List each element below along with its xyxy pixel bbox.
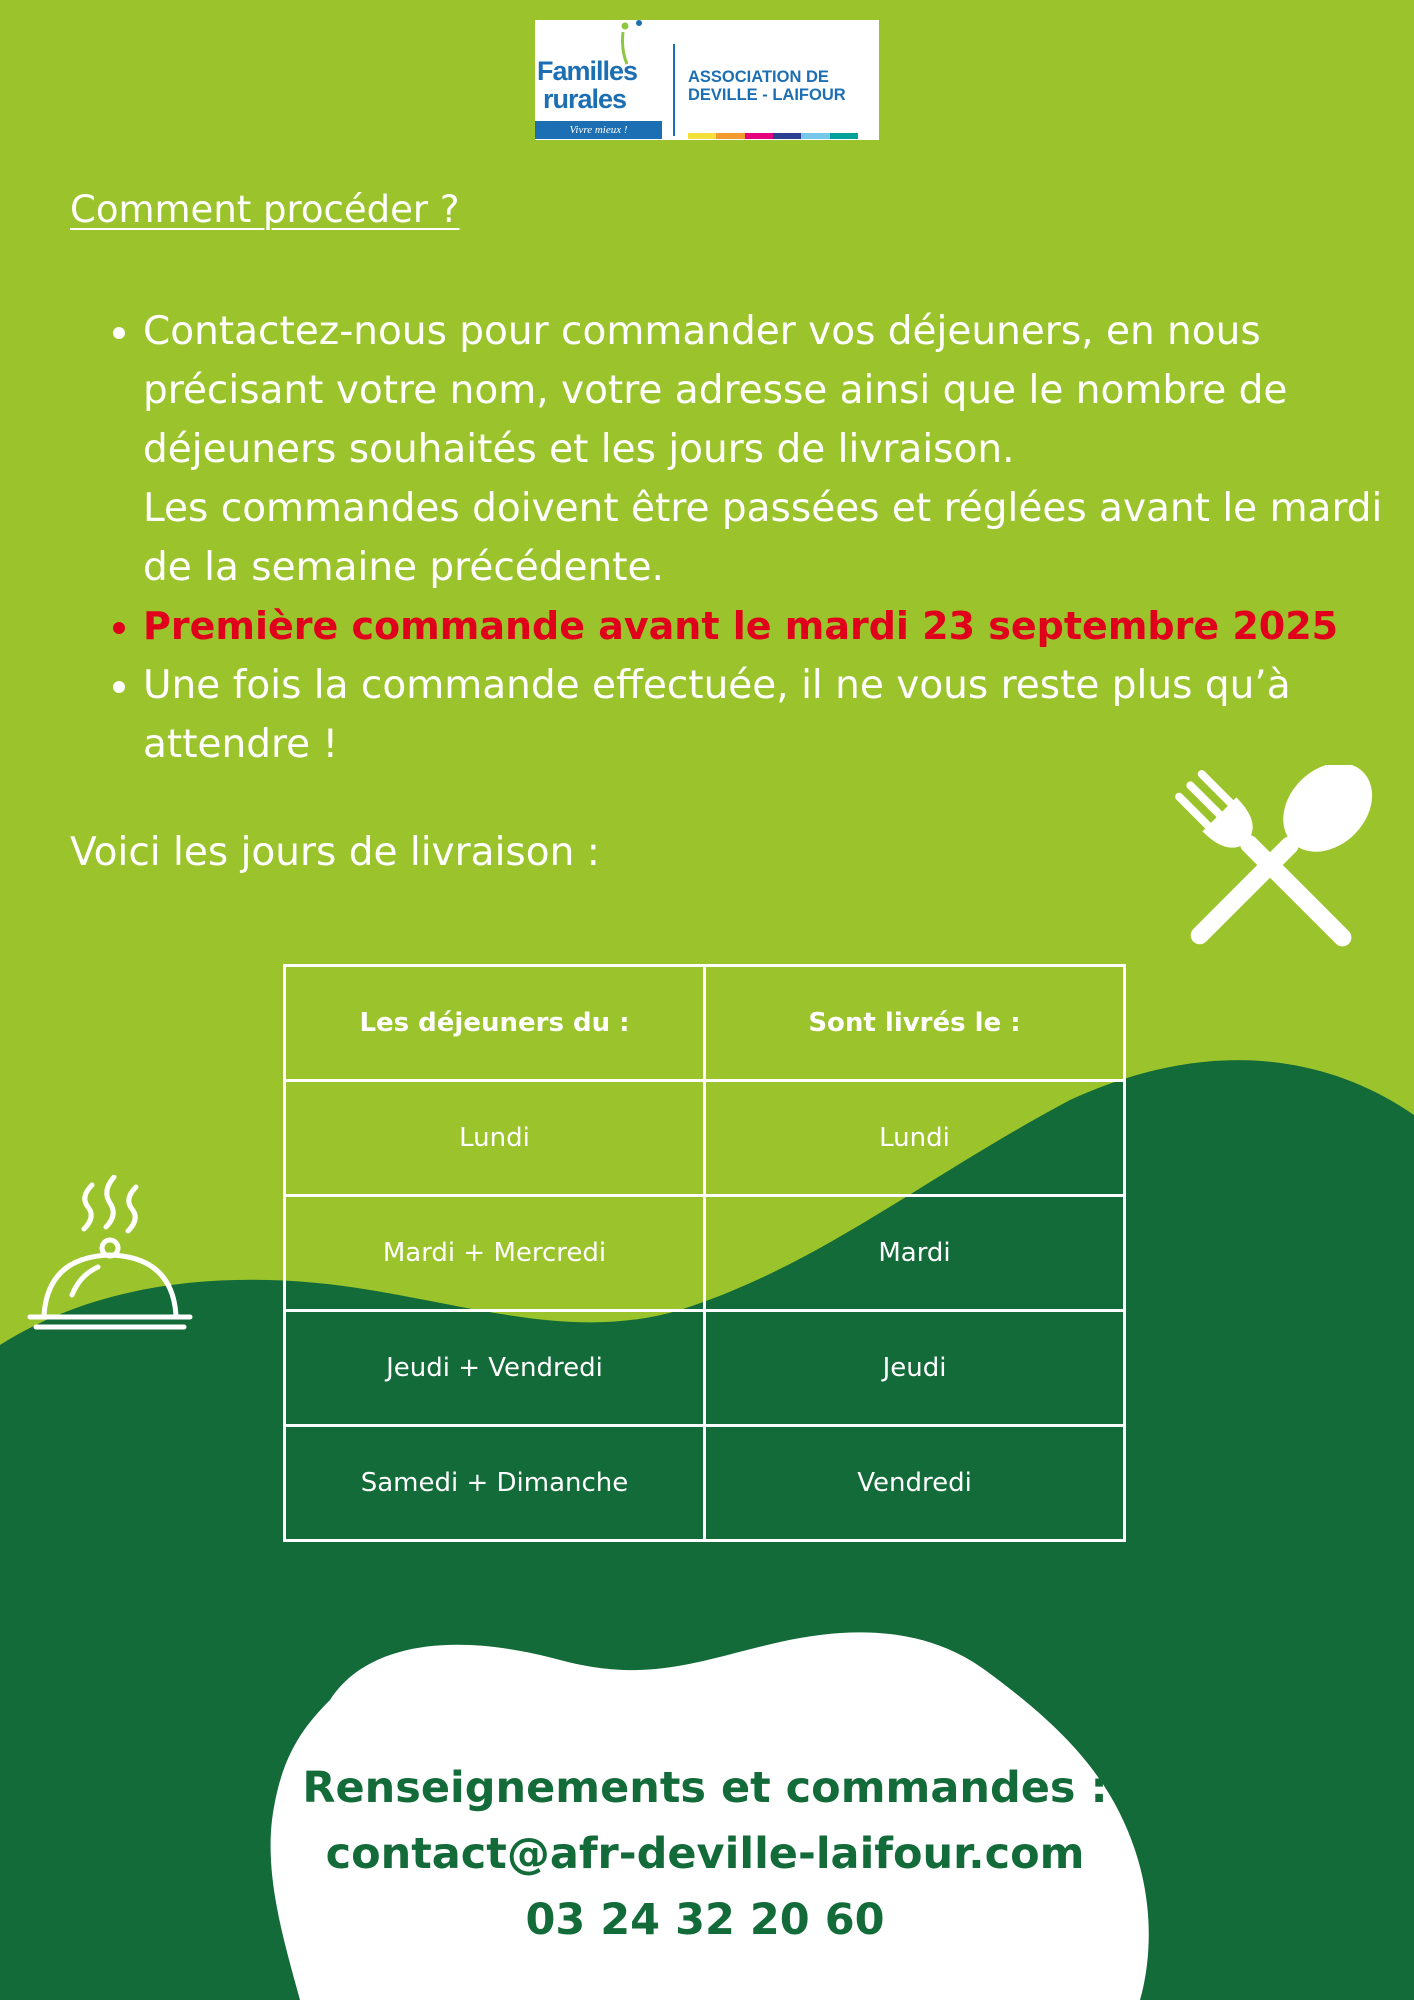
- table-cell-lunch-days: Lundi: [285, 1081, 705, 1196]
- logo-association-name: [688, 68, 846, 104]
- contact-phone[interactable]: 03 24 32 20 60: [525, 1895, 885, 1945]
- table-cell-delivery-day: Vendredi: [705, 1426, 1125, 1541]
- cloche-icon: [22, 1175, 198, 1345]
- column-header-lunch-days: Les déjeuners du :: [285, 966, 705, 1081]
- table-cell-delivery-day: Jeudi: [705, 1311, 1125, 1426]
- instructions-list: [100, 302, 1383, 774]
- logo-association-line1: ASSOCIATION DE: [688, 68, 829, 86]
- logo-color-segment: [688, 133, 716, 139]
- table-row: [285, 1426, 1125, 1541]
- logo-tagline: Vivre mieux !: [535, 121, 662, 139]
- logo-color-segment: [773, 133, 801, 139]
- logo-color-segment: [801, 133, 829, 139]
- page-heading: Comment procéder ?: [70, 188, 460, 231]
- list-item: • Une fois la commande effectuée, il ne vous reste plus qu’à attendre !: [143, 656, 1383, 774]
- table-cell-lunch-days: Mardi + Mercredi: [285, 1196, 705, 1311]
- delivery-days-intro: Voici les jours de livraison :: [70, 830, 600, 875]
- logo-separator: [673, 44, 675, 136]
- contact-title: Renseignements et commandes :: [302, 1763, 1108, 1813]
- list-item: [143, 302, 1383, 597]
- logo-figures-icon: [615, 20, 655, 70]
- fork-spoon-icon: [1160, 765, 1385, 975]
- table-row: [285, 1081, 1125, 1196]
- table-cell-lunch-days: Samedi + Dimanche: [285, 1426, 705, 1541]
- logo-brand: [535, 20, 665, 140]
- logo-association-line2: DEVILLE - LAIFOUR: [688, 86, 846, 104]
- bullet-text-order: Contactez-nous pour commander vos déjeuners, en nous précisant votre nom, votre adresse ainsi que le nombre de déjeuners souhaités et les jours de livraison.: [143, 309, 1288, 472]
- column-header-delivery-day: Sont livrés le :: [705, 966, 1125, 1081]
- logo-color-segment: [716, 133, 744, 139]
- logo-color-stripe: [688, 133, 858, 139]
- contact-info: [290, 1755, 1120, 1953]
- contact-email[interactable]: contact@afr-deville-laifour.com: [325, 1829, 1085, 1879]
- table-cell-delivery-day: Mardi: [705, 1196, 1125, 1311]
- bullet-text-deadline: Les commandes doivent être passées et réglées avant le mardi de la semaine précédente.: [143, 486, 1383, 590]
- familles-rurales-logo: [535, 20, 879, 140]
- table-cell-lunch-days: Jeudi + Vendredi: [285, 1311, 705, 1426]
- table-row: [285, 1196, 1125, 1311]
- delivery-schedule-table: [283, 964, 1126, 1542]
- logo-color-segment: [745, 133, 773, 139]
- logo-brand-line1: Familles: [537, 56, 638, 86]
- first-order-notice: • Première commande avant le mardi 23 septembre 2025: [143, 597, 1383, 656]
- logo-brand-line2: rurales: [543, 84, 627, 114]
- table-cell-delivery-day: Lundi: [705, 1081, 1125, 1196]
- table-header-row: [285, 966, 1125, 1081]
- logo-color-segment: [830, 133, 858, 139]
- table-row: [285, 1311, 1125, 1426]
